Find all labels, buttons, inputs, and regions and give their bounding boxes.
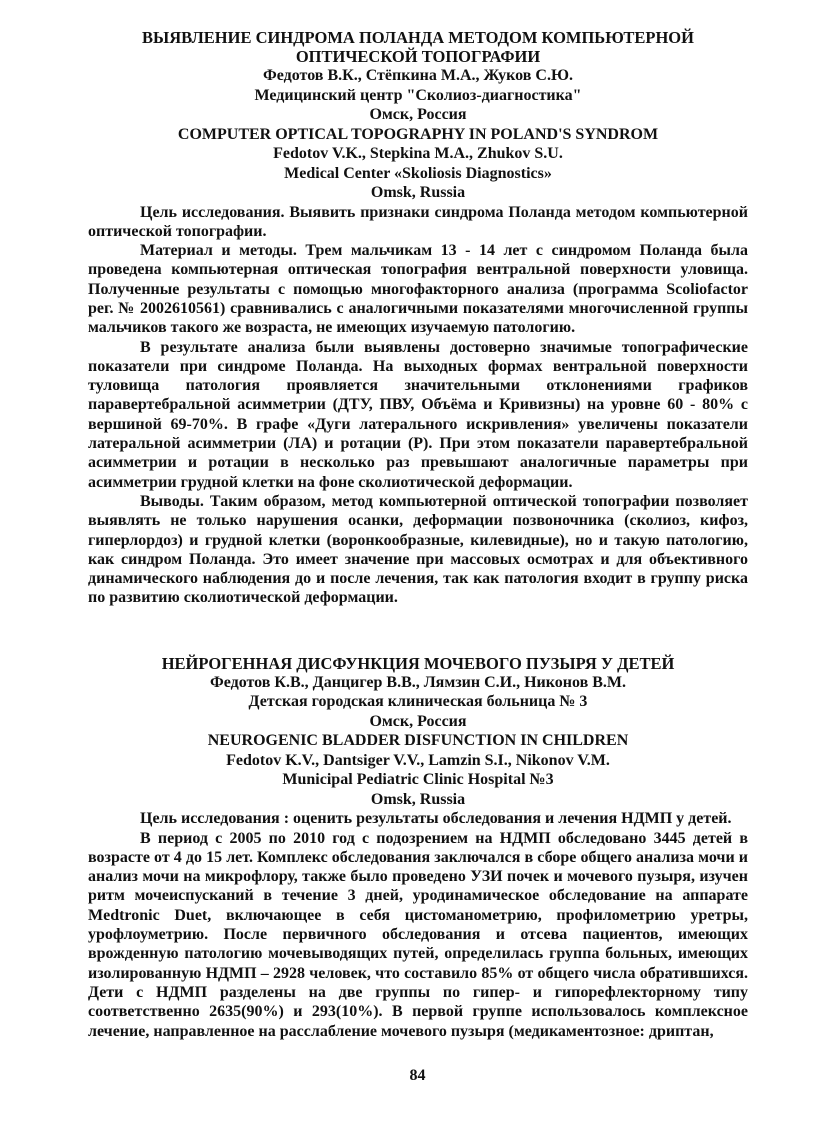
section-gap <box>88 608 748 654</box>
article2-authors-en: Fedotov K.V., Dantsiger V.V., Lamzin S.I., Nikonov V.M. <box>226 751 610 769</box>
article-poland-syndrome <box>88 28 748 608</box>
article1-aim-paragraph: Цель исследования. Выявить признаки синдрома Поланда методом компьютерной оптической топографии. <box>88 203 748 240</box>
article2-affiliation-ru: Детская городская клиническая больница № 3 <box>248 693 588 711</box>
article2-title-ru: НЕЙРОГЕННАЯ ДИСФУНКЦИЯ МОЧЕВОГО ПУЗЫРЯ У ДЕТЕЙ <box>161 653 675 673</box>
article2-title-en: NEUROGENIC BLADDER DISFUNCTION IN CHILDREN <box>207 732 629 750</box>
article2-aim-paragraph: Цель исследования : оценить результаты обследования и лечения НДМП у детей. <box>140 810 732 828</box>
article2-methods-paragraph: В период с 2005 по 2010 год с подозрением на НДМП обследовано 3445 детей в возрасте от 4 до 15 лет. Комплекс обследования заключался в сборе общего анализа мочи и анализ мочи на микрофлору, также было проведено УЗИ почек и мочевого пузыря, изучен ритм мочеиспусканий в течение 3 дней, уродинамическое обследование на аппарате Medtronic Duet, включающее в себя цистоманометрию, профилометрию уретры, урофлоуметрию. После первичного обследования и отсева пациентов, имеющих врожденную патологию мочевыводящих путей, определилась группа больных, имеющих изолированную НДМП – 2928 человек, что составило 85% от общего числа обратившихся. Дети с НДМП разделены на две группы по гипер- и гипорефлекторному типу соответственно 2635(90%) и 293(10%). В первой группе использовалось комплексное лечение, направленное на расслабление мочевого пузыря (медикаментозное: дриптан, <box>88 829 748 1040</box>
page-content <box>88 28 748 1041</box>
article-neurogenic-bladder <box>88 654 748 1041</box>
article1-city-en: Omsk, Russia <box>370 184 466 201</box>
article2-city-ru: Омск, Россия <box>369 712 467 730</box>
article2-affiliation-en: Municipal Pediatric Clinic Hospital №3 <box>282 771 554 789</box>
article1-methods-paragraph: Материал и методы. Трем мальчикам 13 - 14 лет с синдромом Поланда была проведена компьютерная оптическая топография вентральной поверхности уловища. Полученные результаты с помощью многофакторного анализа (программа Scoliofactor рег. № 2002610561) сравнивались с аналогичными показателями многочисленной группы мальчиков такого же возраста, не имеющих изучаемую патологию. <box>88 242 748 337</box>
article1-title-ru: ВЫЯВЛЕНИЕ СИНДРОМА ПОЛАНДА МЕТОДОМ КОМПЬЮТЕРНОЙ ОПТИЧЕСКОЙ ТОПОГРАФИИ <box>142 28 694 66</box>
article1-title-en: COMPUTER OPTICAL TOPOGRAPHY IN POLAND'S SYNDROM <box>177 125 659 143</box>
article2-authors-ru: Федотов К.В., Данцигер В.В., Лямзин С.И., Никонов В.М. <box>210 673 626 691</box>
article1-affiliation-en: Medical Center «Skoliosis Diagnostics» <box>284 164 552 182</box>
article1-authors-ru: Федотов В.К., Стёпкина М.А., Жуков С.Ю. <box>263 67 573 84</box>
article2-city-en: Omsk, Russia <box>370 790 466 808</box>
page-number: 84 <box>409 1067 426 1084</box>
article1-results-paragraph: В результате анализа были выявлены достоверно значимые топографические показатели при синдроме Поланда. На выходных формах вентральной поверхности туловища патология проявляется значительными отклонениями графиков паравертебральной асимметрии (ДТУ, ПВУ, Объёма и Кривизны) на уровне 60 - 80% с вершиной 69-70%. В графе «Дуги латерального искривления» увеличены показатели латеральной асимметрии (ЛА) и ротации (Р). При этом показатели паравертебральной асимметрии и ротации в несколько раз превышают аналогичные параметры при асимметрии грудной клетки на фоне сколиотической деформации. <box>88 338 748 491</box>
article1-affiliation-ru: Медицинский центр "Сколиоз-диагностика" <box>254 86 582 104</box>
article1-city-ru: Омск, Россия <box>369 106 467 123</box>
article1-conclusions-paragraph: Выводы. Таким образом, метод компьютерной оптической топографии позволяет выявлять не только нарушения осанки, деформации позвоночника (сколиоз, кифоз, гиперлордоз) и грудной клетки (воронкообразные, килевидные), но и такую патологию, как синдром Поланда. Это имеет значение при массовых осмотрах и для объективного динамического наблюдения до и после лечения, так как патология входит в группу риска по развитию сколиотической деформации. <box>88 492 748 607</box>
article1-authors-en: Fedotov V.K., Stepkina M.A., Zhukov S.U. <box>273 145 563 162</box>
